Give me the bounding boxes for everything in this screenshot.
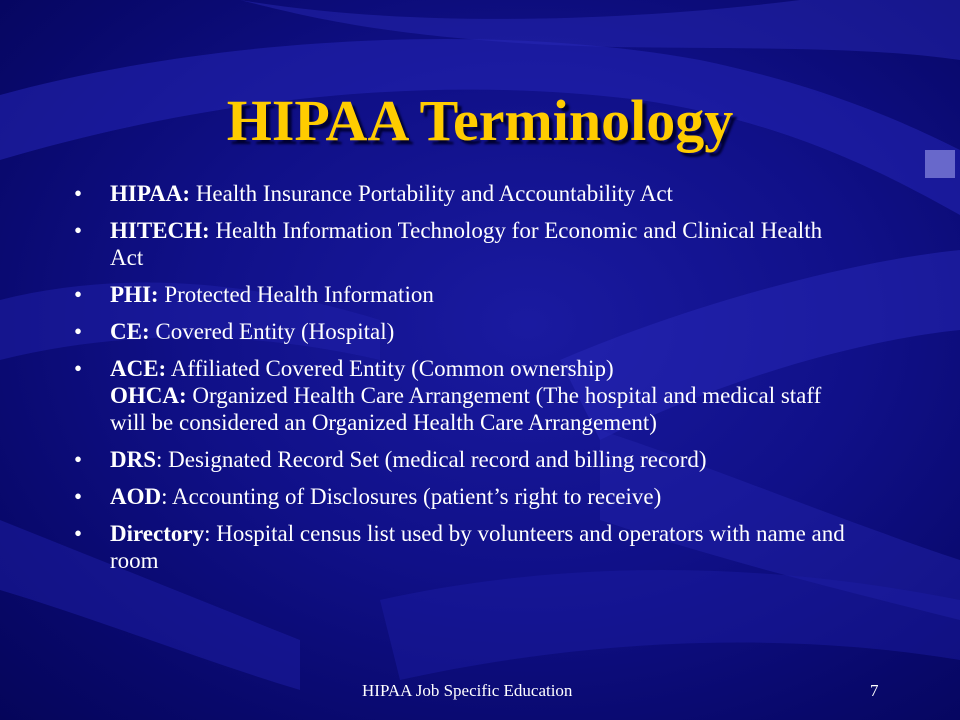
page-number: 7 bbox=[870, 681, 879, 700]
bullet-item bbox=[72, 318, 852, 345]
bullet-term: HITECH: bbox=[110, 218, 210, 243]
bullet-text: : Hospital census list used by volunteers and operators with name and room bbox=[110, 521, 845, 573]
bullet-text: : Accounting of Disclosures (patient’s right to receive) bbox=[161, 484, 662, 509]
bullet-icon: • bbox=[74, 218, 83, 243]
bullet-item bbox=[72, 483, 852, 510]
bullet-term: Directory bbox=[110, 521, 205, 546]
bullet-text: Protected Health Information bbox=[158, 282, 434, 307]
bullet-term: PHI: bbox=[110, 282, 159, 307]
swoosh-bottom bbox=[380, 570, 960, 680]
bullet-list bbox=[72, 180, 852, 584]
slide-title: HIPAA Terminology bbox=[226, 88, 734, 153]
bullet-icon: • bbox=[74, 319, 83, 344]
bullet-icon: • bbox=[74, 484, 83, 509]
bullet-term: AOD bbox=[110, 484, 162, 509]
bullet-item bbox=[72, 180, 852, 207]
bullet-term: HIPAA: bbox=[110, 181, 191, 206]
bullet-term: CE: bbox=[110, 319, 150, 344]
bullet-text: Health Information Technology for Economic and Clinical Health Act bbox=[110, 218, 823, 270]
edge-bar bbox=[925, 150, 955, 178]
bullet-term-ohca: OHCA: bbox=[110, 383, 187, 408]
bullet-term: ACE: bbox=[110, 356, 167, 381]
bullet-item bbox=[72, 355, 852, 436]
bullet-term: DRS bbox=[110, 447, 157, 472]
bullet-text: Health Insurance Portability and Accountability Act bbox=[190, 181, 673, 206]
bullet-text: Affiliated Covered Entity (Common ownership) bbox=[166, 356, 614, 381]
bullet-icon: • bbox=[74, 521, 83, 546]
bullet-text-ohca: Organized Health Care Arrangement (The hospital and medical staff will be considered an Organized Health Care Arrangement) bbox=[110, 383, 822, 435]
footer-text: HIPAA Job Specific Education bbox=[362, 681, 573, 700]
bullet-item bbox=[72, 217, 852, 271]
bullet-item bbox=[72, 446, 852, 473]
bullet-text: : Designated Record Set (medical record and billing record) bbox=[156, 447, 707, 472]
bullet-item bbox=[72, 281, 852, 308]
bullet-item bbox=[72, 520, 852, 574]
bullet-text: Covered Entity (Hospital) bbox=[149, 319, 395, 344]
bullet-icon: • bbox=[74, 181, 83, 206]
bullet-icon: • bbox=[74, 282, 83, 307]
bullet-icon: • bbox=[74, 356, 83, 381]
bullet-icon: • bbox=[74, 447, 83, 472]
